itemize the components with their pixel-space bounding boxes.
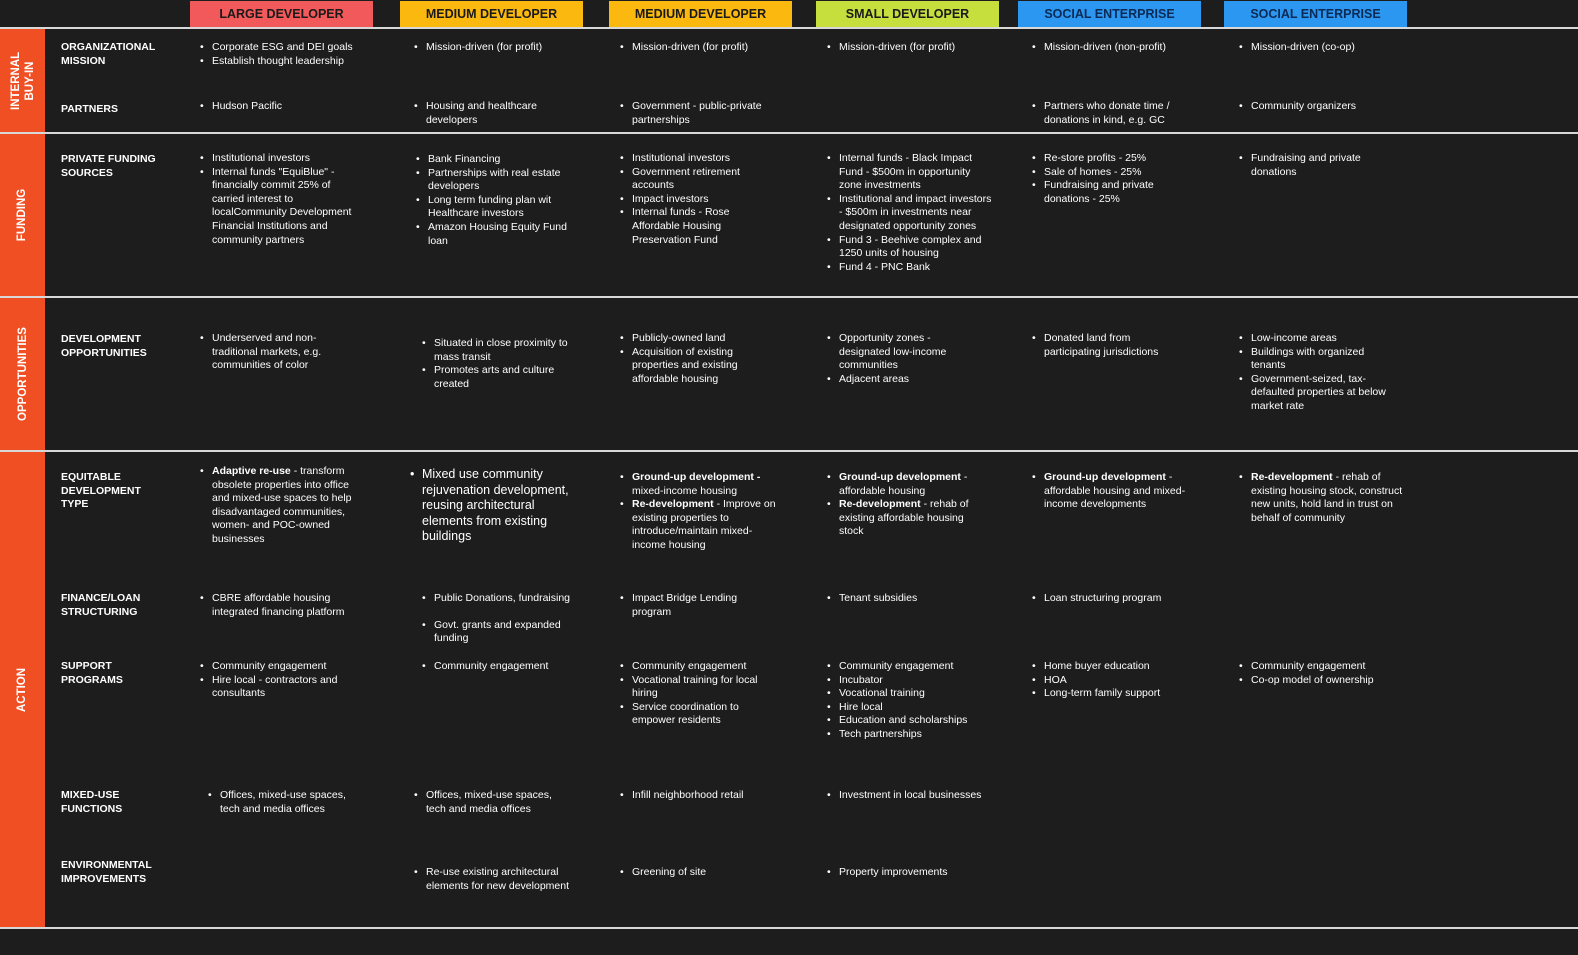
- list-item: • Opportunity zones - designated low-income communities: [825, 332, 965, 373]
- bullet-list: [198, 592, 364, 619]
- list-item: • Tenant subsidies: [825, 592, 1001, 606]
- bullet-list: [1030, 332, 1180, 359]
- cell: [1237, 100, 1413, 114]
- cell: [1237, 41, 1413, 55]
- list-item: • Long term funding plan wit Healthcare investors: [414, 194, 580, 221]
- cell: [1237, 332, 1397, 414]
- list-item: • Public Donations, fundraising: [420, 592, 586, 606]
- bullet-list: [825, 866, 1001, 880]
- list-item: • Hire local: [825, 701, 1001, 715]
- divider: [0, 927, 1578, 929]
- bullet-list: [618, 471, 784, 553]
- bullet-list: [1237, 332, 1397, 414]
- list-item: • Community engagement: [618, 660, 784, 674]
- cell: [1030, 332, 1180, 359]
- bullet-list: [198, 41, 374, 68]
- list-item: • Adjacent areas: [825, 373, 965, 387]
- list-item: • Corporate ESG and DEI goals: [198, 41, 374, 55]
- list-item: • Re-development - rehab of existing housing stock, construct new units, hold land in trust on behalf of community: [1237, 471, 1403, 525]
- cell: [825, 152, 995, 274]
- cell: [198, 152, 364, 247]
- list-item: • Community engagement: [1237, 660, 1413, 674]
- list-item: • Mission-driven (for profit): [825, 41, 1001, 55]
- list-item: • Loan structuring program: [1030, 592, 1206, 606]
- row-label-finance-loan-structuring: FINANCE/LOAN STRUCTURING: [61, 592, 141, 618]
- list-item: • Internal funds - Black Impact Fund - $500m in opportunity zone investments: [825, 152, 995, 193]
- list-item: • Home buyer education: [1030, 660, 1206, 674]
- divider: [0, 27, 1578, 29]
- cell: [618, 866, 794, 880]
- list-item: • Long-term family support: [1030, 687, 1206, 701]
- cell: [825, 866, 1001, 880]
- bullet-list: [420, 592, 586, 646]
- bullet-list: [412, 866, 578, 893]
- list-item: • Institutional investors: [198, 152, 364, 166]
- bullet-list: [1030, 471, 1200, 512]
- cell: [420, 660, 596, 674]
- row-label-equitable-development-type: EQUITABLE DEVELOPMENT TYPE: [61, 471, 141, 510]
- bullet-list: [1030, 41, 1206, 55]
- bullet-list: [618, 866, 794, 880]
- list-item: • Ground-up development - affordable housing and mixed-income developments: [1030, 471, 1200, 512]
- row-label-mixed-use-functions: MIXED-USE FUNCTIONS: [61, 789, 123, 815]
- cell: [198, 41, 374, 68]
- list-item: • Fundraising and private donations: [1237, 152, 1397, 179]
- list-item: • Community engagement: [198, 660, 364, 674]
- cell: [618, 41, 794, 55]
- row-label-support-programs: SUPPORT PROGRAMS: [61, 660, 123, 686]
- list-item: • Fund 4 - PNC Bank: [825, 261, 995, 275]
- bullet-list: [412, 41, 588, 55]
- column-header-small-developer: SMALL DEVELOPER: [816, 1, 999, 27]
- list-item: • CBRE affordable housing integrated financing platform: [198, 592, 364, 619]
- list-item: • Greening of site: [618, 866, 794, 880]
- bullet-list: [618, 660, 784, 728]
- bullet-list: [1237, 100, 1413, 114]
- cell: [1237, 471, 1403, 525]
- list-item: • Donated land from participating jurisdictions: [1030, 332, 1180, 359]
- bullet-list: [412, 789, 572, 816]
- list-item: • Bank Financing: [414, 153, 580, 167]
- bullet-list: [1030, 100, 1200, 127]
- row-label-partners: PARTNERS: [61, 103, 118, 115]
- cell: [198, 465, 364, 547]
- cell: [1030, 100, 1200, 127]
- list-item: • Publicly-owned land: [618, 332, 758, 346]
- bullet-list: [414, 153, 580, 248]
- list-item: • Internal funds - Rose Affordable Housing Preservation Fund: [618, 206, 778, 247]
- cell: [1030, 471, 1200, 512]
- bullet-list: [1030, 660, 1206, 701]
- cell: [412, 41, 588, 55]
- list-item: • Offices, mixed-use spaces, tech and media offices: [412, 789, 572, 816]
- bullet-list: [618, 332, 758, 386]
- bullet-list: [825, 789, 1001, 803]
- bullet-list: [618, 789, 794, 803]
- cell: [1237, 152, 1397, 179]
- cell: [1030, 660, 1206, 701]
- bullet-list: [206, 789, 366, 816]
- list-item: • Impact Bridge Lending program: [618, 592, 768, 619]
- list-item: • Co-op model of ownership: [1237, 674, 1413, 688]
- bullet-list: [198, 152, 364, 247]
- bullet-list: [618, 41, 794, 55]
- list-item: • Amazon Housing Equity Fund loan: [414, 221, 580, 248]
- column-header-medium-developer-2: MEDIUM DEVELOPER: [609, 1, 792, 27]
- list-item: • Community organizers: [1237, 100, 1413, 114]
- list-item: • Acquisition of existing properties and existing affordable housing: [618, 346, 758, 387]
- divider: [0, 296, 1578, 298]
- cell: [408, 467, 578, 545]
- list-item: • Service coordination to empower residents: [618, 701, 784, 728]
- bullet-list: [420, 337, 586, 391]
- list-item: • Low-income areas: [1237, 332, 1397, 346]
- list-item: • Establish thought leadership: [198, 55, 374, 69]
- cell: [198, 100, 374, 114]
- bullet-list: [1237, 41, 1413, 55]
- list-item: • Institutional and impact investors - $500m in investments near designated opportunity zones: [825, 193, 995, 234]
- cell: [825, 660, 1001, 742]
- bullet-list: [825, 41, 1001, 55]
- list-item: • Property improvements: [825, 866, 1001, 880]
- list-item: • Mission-driven (non-profit): [1030, 41, 1206, 55]
- bullet-list: [1237, 152, 1397, 179]
- column-header-social-enterprise-2: SOCIAL ENTERPRISE: [1224, 1, 1407, 27]
- bullet-list: [618, 100, 778, 127]
- bullet-list: [1030, 592, 1206, 606]
- divider: [0, 450, 1578, 452]
- cell: [825, 332, 965, 386]
- row-label-environmental-improvements: ENVIRONMENTAL IMPROVEMENTS: [61, 859, 152, 885]
- cell: [618, 100, 778, 127]
- list-item: • Situated in close proximity to mass transit: [420, 337, 586, 364]
- list-item: • Underserved and non-traditional markets, e.g. communities of color: [198, 332, 338, 373]
- cell: [206, 789, 366, 816]
- list-item: • Vocational training: [825, 687, 1001, 701]
- cell: [825, 789, 1001, 803]
- bullet-list: [825, 152, 995, 274]
- cell: [420, 337, 586, 391]
- list-item: • Govt. grants and expanded funding: [420, 619, 586, 646]
- column-header-large-developer: LARGE DEVELOPER: [190, 1, 373, 27]
- cell: [1030, 152, 1190, 206]
- bullet-list: [420, 660, 596, 674]
- cell: [412, 789, 572, 816]
- list-item: • Impact investors: [618, 193, 778, 207]
- section-opportunities: OPPORTUNITIES: [0, 298, 45, 450]
- list-item: • Partnerships with real estate developers: [414, 167, 580, 194]
- list-item: • Fund 3 - Beehive complex and 1250 units of housing: [825, 234, 995, 261]
- list-item: • Ground-up development - mixed-income housing: [618, 471, 784, 498]
- cell: [825, 471, 985, 539]
- cell: [618, 592, 768, 619]
- row-label-organizational-mission: ORGANIZATIONAL MISSION: [61, 41, 156, 67]
- list-item: • Internal funds "EquiBlue" - financially commit 25% of carried interest to localCommunity Development Financial Institutions and community partners: [198, 166, 364, 248]
- list-item: • Re-store profits - 25%: [1030, 152, 1190, 166]
- cell: [198, 660, 364, 701]
- cell: [412, 866, 578, 893]
- list-item: • HOA: [1030, 674, 1206, 688]
- row-label-private-funding-sources: PRIVATE FUNDING SOURCES: [61, 153, 156, 179]
- cell: [414, 153, 580, 248]
- bullet-list: [408, 467, 578, 545]
- bullet-list: [1030, 152, 1190, 206]
- list-item: • Adaptive re-use - transform obsolete properties into office and mixed-use spaces to help disadvantaged communities, women- and POC-owned businesses: [198, 465, 364, 547]
- list-item: • Tech partnerships: [825, 728, 1001, 742]
- list-item: • Mission-driven (for profit): [412, 41, 588, 55]
- section-funding: FUNDING: [0, 134, 45, 296]
- list-item: • Mission-driven (for profit): [618, 41, 794, 55]
- list-item: • Vocational training for local hiring: [618, 674, 784, 701]
- list-item: • Investment in local businesses: [825, 789, 1001, 803]
- list-item: • Fundraising and private donations - 25%: [1030, 179, 1190, 206]
- bullet-list: [412, 100, 572, 127]
- cell: [1237, 660, 1413, 687]
- section-internal-buy-in: INTERNAL BUY-IN: [0, 29, 45, 132]
- list-item: • Hire local - contractors and consultants: [198, 674, 364, 701]
- list-item: • Re-development - Improve on existing properties to introduce/maintain mixed-income housing: [618, 498, 784, 552]
- list-item: • Community engagement: [420, 660, 596, 674]
- cell: [618, 332, 758, 386]
- list-item: • Buildings with organized tenants: [1237, 346, 1397, 373]
- list-item: • Community engagement: [825, 660, 1001, 674]
- bullet-list: [1237, 660, 1413, 687]
- list-item: • Re-development - rehab of existing affordable housing stock: [825, 498, 985, 539]
- cell: [618, 660, 784, 728]
- bullet-list: [198, 100, 374, 114]
- bullet-list: [618, 152, 778, 247]
- bullet-list: [825, 660, 1001, 742]
- section-action: ACTION: [0, 452, 45, 927]
- list-item: • Government - public-private partnerships: [618, 100, 778, 127]
- cell: [825, 592, 1001, 606]
- bullet-list: [198, 660, 364, 701]
- bullet-list: [198, 332, 338, 373]
- list-item: • Incubator: [825, 674, 1001, 688]
- bullet-list: [825, 592, 1001, 606]
- column-header-medium-developer-1: MEDIUM DEVELOPER: [400, 1, 583, 27]
- list-item: • Mission-driven (co-op): [1237, 41, 1413, 55]
- cell: [420, 592, 586, 659]
- list-item: • Government-seized, tax-defaulted properties at below market rate: [1237, 373, 1397, 414]
- cell: [198, 332, 338, 373]
- list-item: • Mixed use community rejuvenation development, reusing architectural elements from existing buildings: [408, 467, 578, 545]
- row-label-development-opportunities: DEVELOPMENT OPPORTUNITIES: [61, 333, 147, 359]
- list-item: • Institutional investors: [618, 152, 778, 166]
- cell: [618, 471, 784, 553]
- list-item: • Housing and healthcare developers: [412, 100, 572, 127]
- list-item: • Hudson Pacific: [198, 100, 374, 114]
- list-item: • Promotes arts and culture created: [420, 364, 586, 391]
- cell: [1030, 592, 1206, 606]
- bullet-list: [1237, 471, 1403, 525]
- bullet-list: [825, 471, 985, 539]
- list-item: • Partners who donate time / donations in kind, e.g. GC: [1030, 100, 1200, 127]
- cell: [1030, 41, 1206, 55]
- cell: [618, 789, 794, 803]
- list-item: • Government retirement accounts: [618, 166, 778, 193]
- column-header-social-enterprise-1: SOCIAL ENTERPRISE: [1018, 1, 1201, 27]
- cell: [412, 100, 572, 127]
- cell: [198, 592, 364, 619]
- list-item: • Sale of homes - 25%: [1030, 166, 1190, 180]
- cell: [825, 41, 1001, 55]
- bullet-list: [618, 592, 768, 619]
- cell: [618, 152, 778, 247]
- divider: [0, 132, 1578, 134]
- list-item: • Offices, mixed-use spaces, tech and media offices: [206, 789, 366, 816]
- list-item: • Education and scholarships: [825, 714, 1001, 728]
- list-item: • Re-use existing architectural elements for new development: [412, 866, 578, 893]
- bullet-list: [198, 465, 364, 547]
- list-item: • Ground-up development - affordable housing: [825, 471, 985, 498]
- bullet-list: [825, 332, 965, 386]
- list-item: • Infill neighborhood retail: [618, 789, 794, 803]
